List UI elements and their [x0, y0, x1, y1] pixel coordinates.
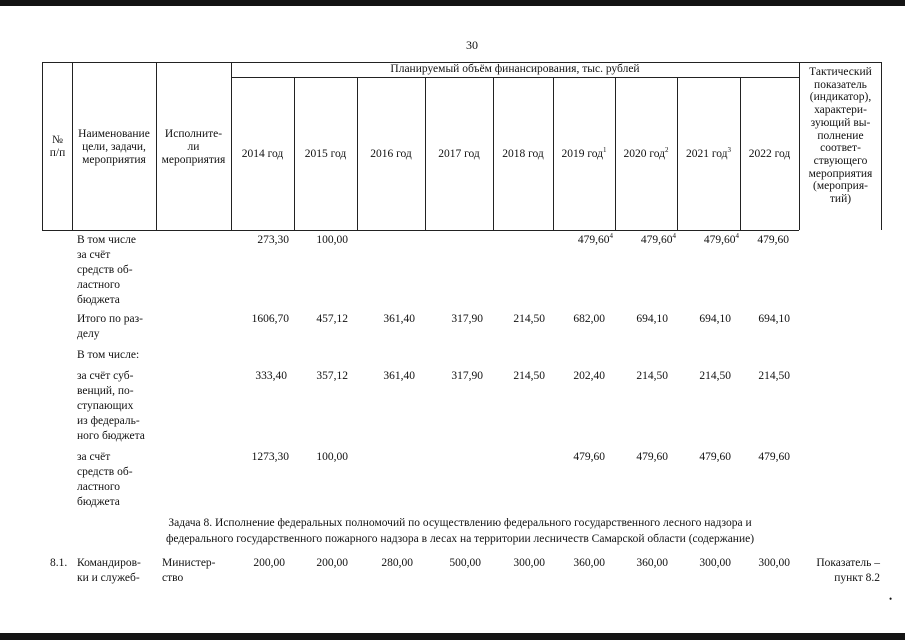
row-name: В том числе за счёт средств об- ластного бюджета [77, 234, 136, 306]
value-cell: 273,30 [257, 234, 289, 246]
value-cell: 479,60 [757, 234, 789, 246]
value-cell: 479,60 [699, 451, 731, 463]
value-cell: 100,00 [316, 451, 348, 463]
value-cell: 200,00 [253, 557, 285, 569]
row-name: Итого по раз- делу [77, 313, 143, 340]
row-name: Командиров- ки и служеб- [77, 557, 141, 584]
value-cell: 100,00 [316, 234, 348, 246]
header-year: 2016 год [370, 148, 412, 160]
header-year: 2021 год$^3$ [685, 146, 732, 160]
value-cell: 479,60 [636, 451, 668, 463]
row-name: за счёт средств об- ластного бюджета [77, 451, 133, 508]
value-cell: 214,50 [513, 313, 545, 325]
value-cell: 317,90 [451, 370, 483, 382]
value-cell: 360,00 [636, 557, 668, 569]
value-cell: 300,00 [758, 557, 790, 569]
value-cell: 682,00 [573, 313, 605, 325]
value-cell: 479,60 [758, 451, 790, 463]
header-indicator: Тактический показатель (индикатор), характери- зующий вы- полнение соответ- ствующего мероприятия (мероприя- тий) [808, 66, 873, 206]
header-year: 2014 год [241, 148, 284, 160]
value-cell: 479,60 [573, 451, 605, 463]
header-year: 2020 год$^2$ [623, 146, 669, 160]
header-plan-title: Планируемый объём финансирования, тыс. рублей [390, 63, 640, 75]
header-year: 2018 год [502, 148, 544, 160]
header-executors: Исполните- ли мероприятия [161, 128, 226, 166]
value-cell: 333,40 [255, 370, 287, 382]
value-cell: 300,00 [699, 557, 731, 569]
row-name: В том числе: [77, 349, 140, 361]
row-name: за счёт суб- венций, по- ступающих из федераль- ного бюджета [77, 370, 145, 442]
value-cell: 214,50 [513, 370, 545, 382]
header-name: Наименование цели, задачи, мероприятия [78, 128, 150, 166]
value-cell: 360,00 [573, 557, 605, 569]
value-cell: 479,60$^4$ [703, 232, 739, 246]
value-cell: 202,40 [573, 370, 605, 382]
scan-speck: • [889, 594, 893, 604]
header-year: 2015 год [304, 148, 347, 160]
scan-top-border [0, 0, 905, 6]
value-cell: 479,60$^4$ [640, 232, 676, 246]
value-cell: 457,12 [316, 313, 348, 325]
value-cell: 357,12 [316, 370, 348, 382]
value-cell: 214,50 [699, 370, 731, 382]
row-executor: Министер- ство [162, 557, 216, 584]
value-cell: 694,10 [699, 313, 731, 325]
task-heading: Задача 8. Исполнение федеральных полномочий по осуществлению федерального государственного лесного надзора и федерального государственного пожарного надзора в лесах на территории лесничеств Самарской области (содержание) [165, 517, 755, 545]
row-number: 8.1. [50, 557, 68, 569]
value-cell: 1273,30 [251, 451, 289, 463]
header-year: 2022 год [748, 148, 791, 160]
grid-col-2014 [231, 62, 232, 230]
header-number: № п/п [49, 134, 66, 159]
value-cell: 200,00 [316, 557, 348, 569]
plan-title-underline [231, 77, 799, 78]
page-number: 30 [466, 38, 478, 52]
value-cell: 479,60$^4$ [577, 232, 613, 246]
header-year: 2017 год [438, 148, 480, 160]
value-cell: 214,50 [758, 370, 790, 382]
grid-right [881, 62, 882, 230]
value-cell: 280,00 [381, 557, 413, 569]
row-indicator: Показатель – пункт 8.2 [816, 557, 880, 584]
value-cell: 361,40 [383, 370, 415, 382]
value-cell: 1606,70 [251, 313, 289, 325]
value-cell: 694,10 [636, 313, 668, 325]
value-cell: 300,00 [513, 557, 545, 569]
header-bottom-line [42, 230, 799, 231]
value-cell: 361,40 [383, 313, 415, 325]
scan-bottom-border [0, 633, 905, 640]
value-cell: 214,50 [636, 370, 668, 382]
header-year: 2019 год$^1$ [561, 146, 607, 160]
value-cell: 694,10 [758, 313, 790, 325]
value-cell: 317,90 [451, 313, 483, 325]
value-cell: 500,00 [449, 557, 481, 569]
